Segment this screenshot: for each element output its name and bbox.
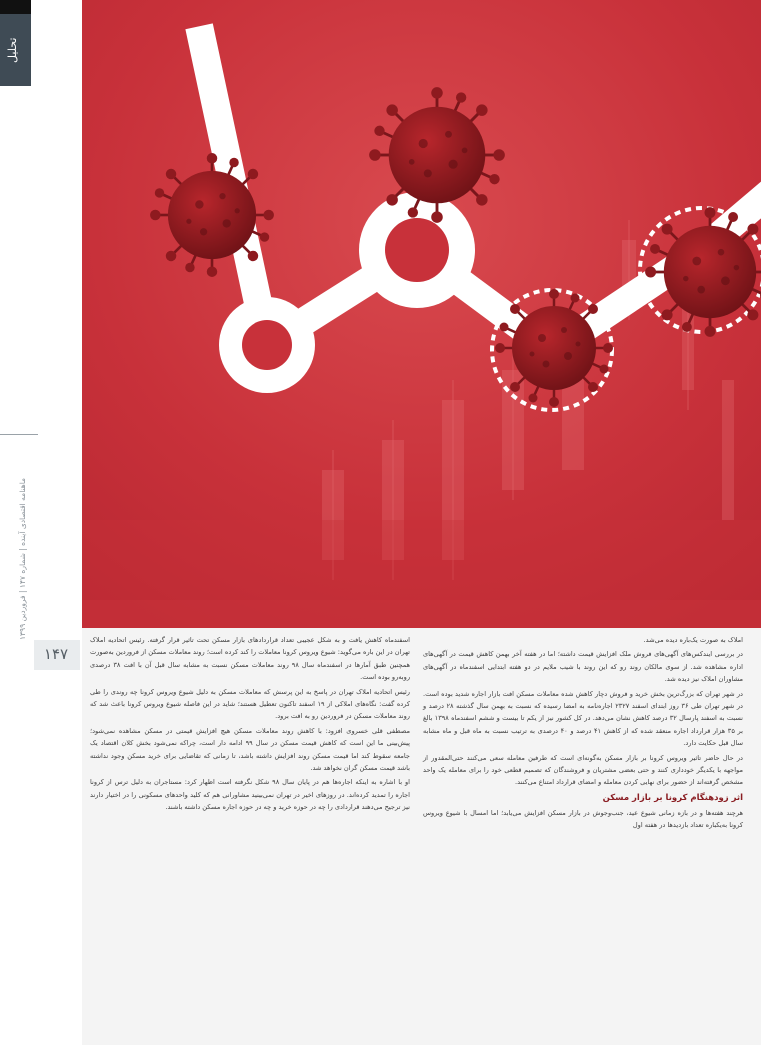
covid-chart-illustration: [82, 0, 761, 628]
rail-divider: [0, 434, 38, 435]
section-label: تحلیل: [6, 37, 19, 63]
running-head: ماهنامه اقتصادی آینده | شماره ۱۴۷ | فروردین ۱۳۹۹: [18, 478, 27, 640]
paragraph: در بررسی ایندکس‌های آگهی‌های فروش ملک افزایش قیمت داشته؛ اما در هفته آخر بهمن کاهش قیمت در آگهی‌های اداره مشاهده شد. از سوی مالکان روند رو که این روند با شیب ملایم در دو هفته ابتدایی اسفندماه در آگهی‌های مشاوران املاک نیز دیده شد.: [423, 650, 743, 684]
article-body: [82, 628, 761, 1045]
paragraph: در شهر تهران که بزرگ‌ترین بخش خرید و فروش دچار کاهش شده معاملات مسکن افت بازار اجاره شدید بوده است. در شهر تهران طی ۳۶ روز ابتدای اسفند ۲۳۲۷ اجاره‌نامه به امضا رسیده که نسبت به بهمن سال گذشته ۲۸ درصد و نسبت به اسفند پارسال ۳۲ درصد کاهش نشان می‌دهد. در کل کشور نیز از یکم تا بیست و ششم اسفندماه ۱۳۹۸ بالغ بر ۳۵ هزار قرارداد اجاره منعقد شده که از کاهش ۴۱ درصد و ۴۰ درصدی به ترتیب نسبت به ماه قبل و ماه مشابه سال قبل حکایت دارد.: [423, 689, 744, 748]
article-column-right: [423, 634, 743, 834]
paragraph: مصطفی قلی خسروی افزود: با کاهش روند معاملات مسکن هیچ افزایش قیمتی در مسکن مشاهده نمی‌شود؛ پیش‌بینی ما این است که کاهش قیمت مسکن در سال ۹۹ ادامه دار است، چراکه نمی‌شود بخش کلان اقتصاد یک جامعه سقوط کند اما قیمت مسکن روند افزایش داشته باشد، تا زمانی که تقاضایی برای خرید مسکن وجود نداشته باشد قیمت مسکن گران نخواهد شد.: [90, 726, 410, 773]
paragraph: هرچند هفته‌ها و در بازه زمانی شیوع عید، جنب‌وجوش در بازار مسکن افزایش می‌یابد؛ اما امسال با شیوع ویروس کرونا به‌یکباره تعداد بازدیدها در هفته اول: [423, 808, 743, 830]
section-tab-cap: [0, 0, 31, 14]
paragraph: در حال حاضر تاثیر ویروس کرونا بر بازار مسکن به‌گونه‌ای است که طرفین معامله سعی می‌کنند حتی‌المقدور از مواجهه با یکدیگر خودداری کنند و حتی بعضی مشتریان و فروشندگان که تصمیم قطعی خود را برای معامله یک واحد مشخص گرفته‌اند از حضور برای نهایی کردن معامله و امضای قرارداد امتناع می‌کنند.: [423, 753, 743, 787]
page-number: ۱۴۷: [43, 645, 69, 663]
hero-illustration: [82, 0, 761, 628]
paragraph: رئیس اتحادیه املاک تهران در پاسخ به این پرسش که معاملات مسکن به دلیل شیوع ویروس کرونا چه روندی را طی کرده گفت: نگاه‌های املاکی از ۱۹ اسفند تاکنون تعطیل هستند؛ شاید در این فاصله شیوع ویروس کرونا باعث شد که روند معاملات مسکن در فروردین رو به افت برود.: [90, 687, 410, 721]
left-margin-rail: [0, 0, 82, 1045]
paragraph: اسفندماه کاهش یافت و به شکل عجیبی تعداد قراردادهای بازار مسکن تحت تاثیر قرار گرفته. رئیس اتحادیه املاک تهران در این باره می‌گوید: شیوع ویروس کرونا معاملات را کند کرده است؛ روند معاملات مسکن از فروردین به‌صورت همچنین طبق آمارها در اسفندماه سال ۹۸ روند معاملات مسکن نسبت به مشابه سال قبل آن با افت ۳۸ درصدی روبه‌رو بوده است.: [90, 636, 410, 682]
paragraph: املاک به صورت یک‌باره دیده می‌شد.: [643, 636, 743, 644]
paragraph: او با اشاره به اینکه اجاره‌ها هم در پایان سال ۹۸ شکل نگرفته است اظهار کرد: مستاجران به دلیل ترس از کرونا اجاره را تمدید کرده‌اند. در روزهای اخیر در تهران نمی‌بینید مشاورانی هم که کلید واحدهای مسکونی را در اختیار دارند نیز ترجیح می‌دهند قراردادی را چه در حوزه خرید و چه در حوزه اجاره مسکن داشته باشند.: [90, 778, 410, 812]
article-column-left: [90, 634, 410, 816]
section-heading: اثر زودهنگام کرونا بر بازار مسکن: [602, 792, 743, 803]
